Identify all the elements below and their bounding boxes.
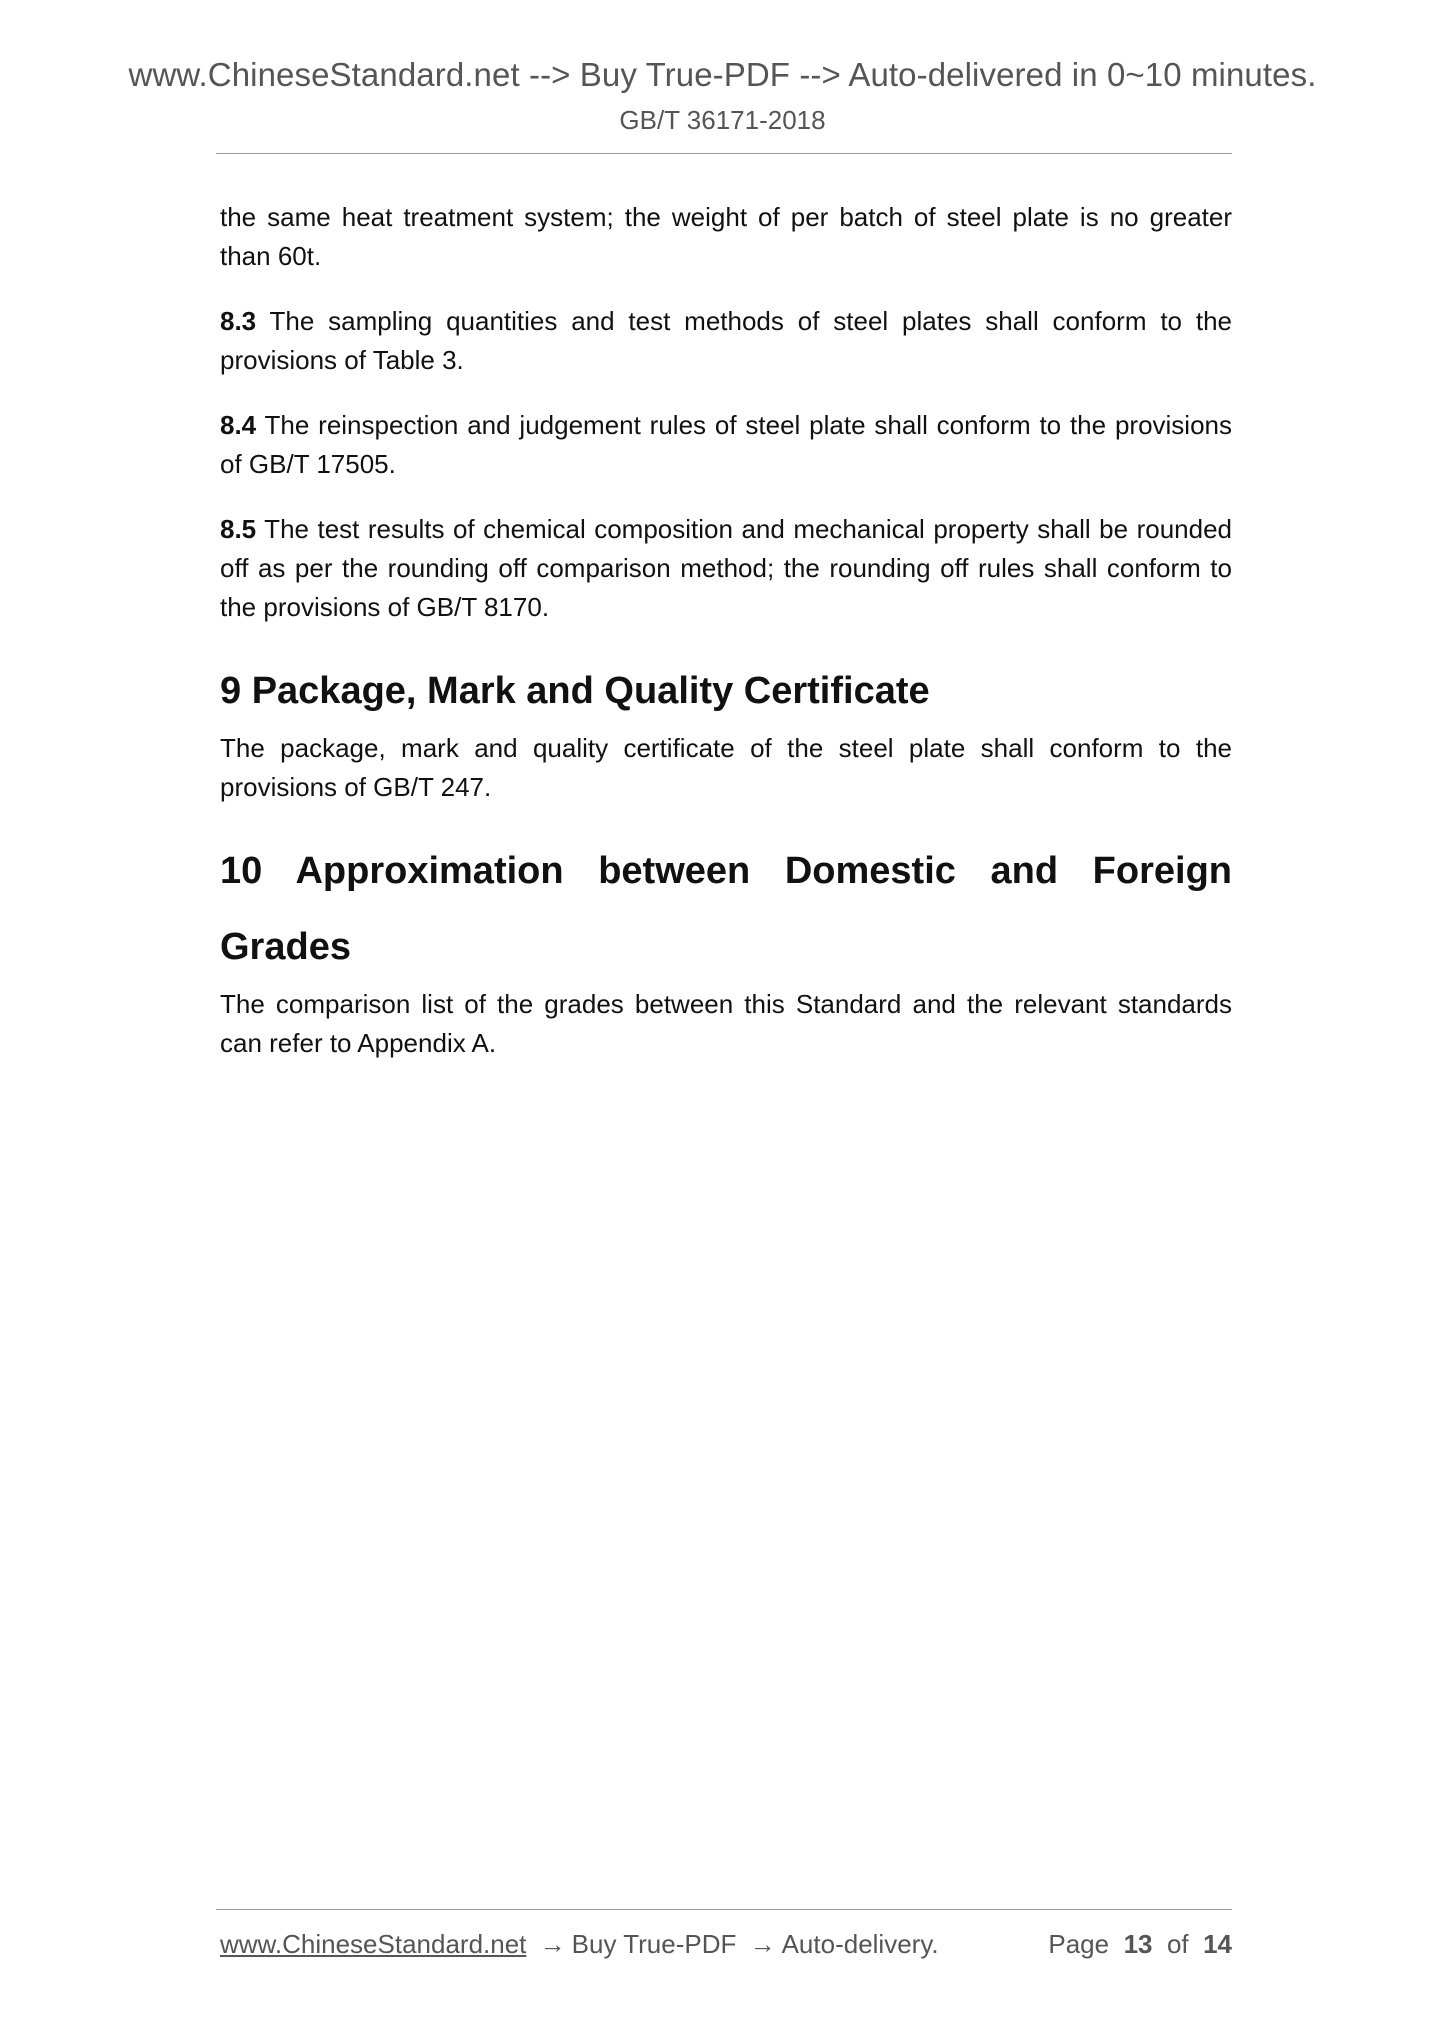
paragraph-text: the same heat treatment system; the weight of per batch of steel plate is no greater than 60t. (220, 202, 1232, 271)
section-9-paragraph (220, 729, 1232, 807)
section-9-heading: 9 Package, Mark and Quality Certificate (220, 670, 930, 712)
clause-text: The reinspection and judgement rules of steel plate shall conform to the provisions of GB/T 17505. (220, 410, 1232, 479)
clause-8-4 (220, 406, 1232, 484)
buy-text: Buy True-PDF (571, 1929, 737, 1959)
arrow-right-icon: → (539, 1929, 566, 1959)
paragraph-text: The package, mark and quality certificate of the steel plate shall conform to the provisions of GB/T 247. (220, 733, 1232, 802)
footer-divider (216, 1909, 1232, 1910)
header-banner: www.ChineseStandard.net --> Buy True-PDF --> Auto-delivered in 0~10 minutes. (128, 56, 1317, 93)
arrow-right-icon: → (749, 1929, 776, 1959)
clause-number: 8.3 (220, 306, 257, 336)
section-10-heading: 10 Approximation between Domestic and Foreign Grades (220, 850, 1232, 968)
total-pages: 14 (1203, 1929, 1232, 1959)
clause-text: The test results of chemical composition and mechanical property shall be rounded off as per the rounding off comparison method; the rounding off rules shall conform to the provisions of GB/T 8170. (220, 514, 1232, 622)
section-10-paragraph (220, 985, 1232, 1063)
clause-8-3 (220, 302, 1232, 380)
clause-8-5 (220, 510, 1232, 627)
page-label: Page (1048, 1929, 1110, 1959)
footer-promo (220, 1929, 939, 1960)
clause-number: 8.4 (220, 410, 257, 440)
of-label: of (1166, 1929, 1189, 1959)
document-code: GB/T 36171-2018 (619, 105, 826, 135)
page-number (1048, 1929, 1232, 1960)
header-divider (216, 153, 1232, 154)
delivery-text: Auto-delivery. (781, 1929, 939, 1959)
page-content (220, 198, 1232, 1089)
website-link[interactable]: www.ChineseStandard.net (220, 1929, 527, 1959)
clause-number: 8.5 (220, 514, 257, 544)
paragraph-continuation (220, 198, 1232, 276)
clause-text: The sampling quantities and test methods of steel plates shall conform to the provisions of Table 3. (220, 306, 1232, 375)
paragraph-text: The comparison list of the grades between this Standard and the relevant standards can refer to Appendix A. (220, 989, 1232, 1058)
current-page: 13 (1123, 1929, 1153, 1959)
